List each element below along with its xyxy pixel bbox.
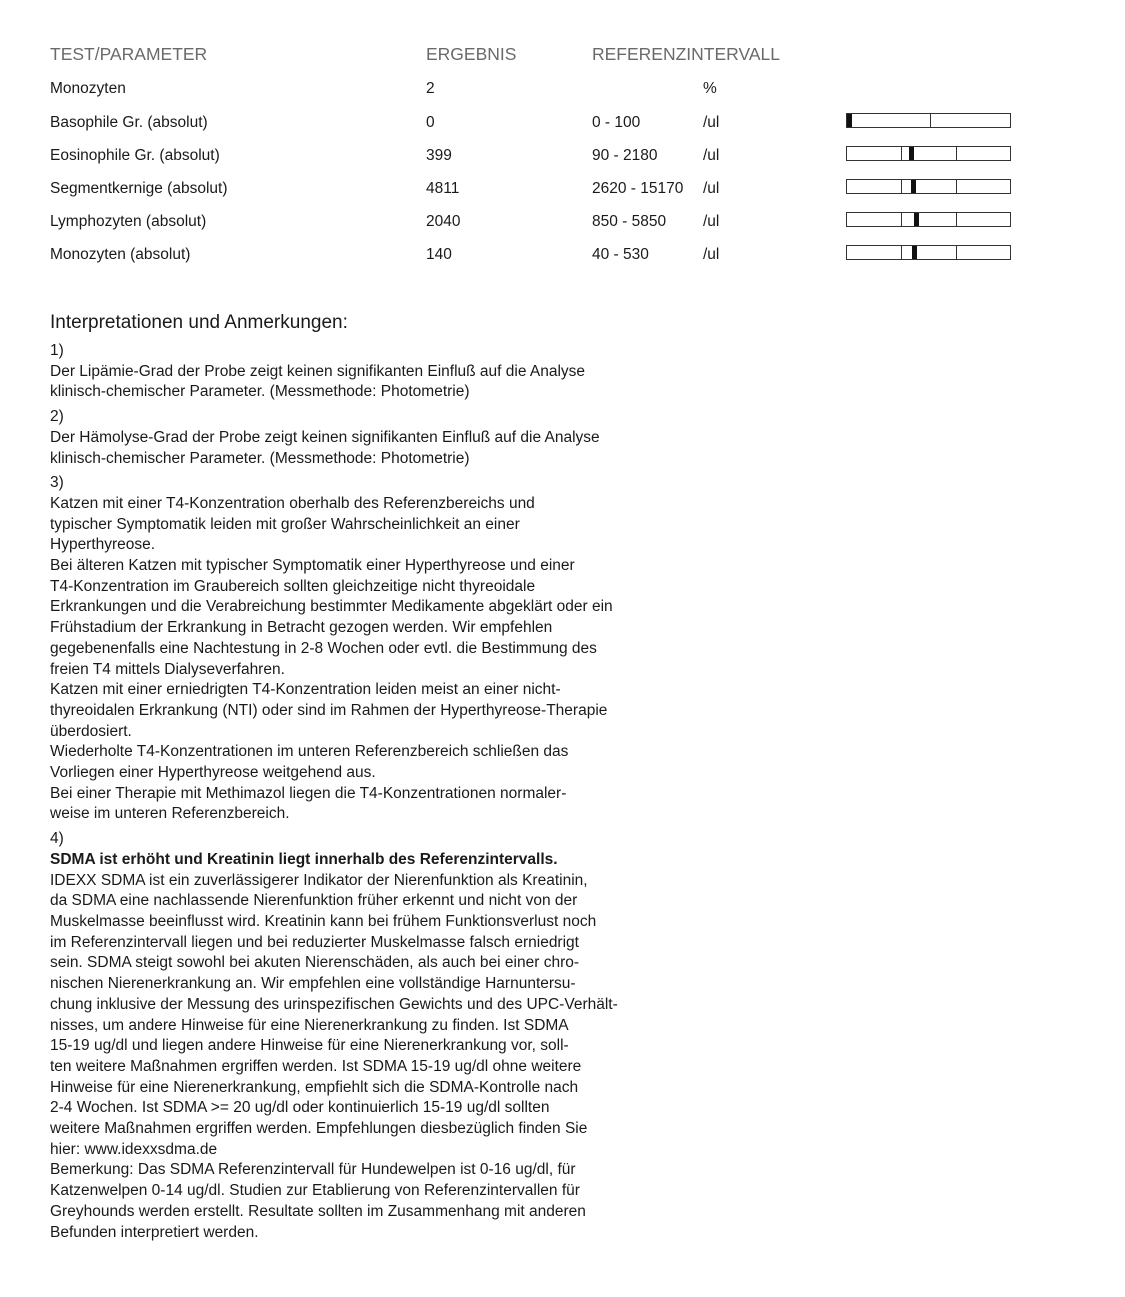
range-low-tick (901, 246, 902, 259)
reference-interval: 90 - 2180 (592, 147, 658, 164)
results-table-header (50, 44, 1050, 68)
note-text-line: Der Lipämie-Grad der Probe zeigt keinen signifikanten Einfluß auf die Analyse (50, 362, 586, 380)
note-text-line: Bemerkung: Das SDMA Referenzintervall für Hundewelpen ist 0-16 ug/dl, für (50, 1161, 576, 1179)
note-text-line: hier: www.idexxsdma.de (50, 1140, 218, 1158)
note-text-line: sein. SDMA steigt sowohl bei akuten Nierenschäden, als auch bei einer chro- (50, 954, 580, 972)
note-text-line: 2-4 Wochen. Ist SDMA >= 20 ug/dl oder kontinuierlich 15-19 ug/dl sollten (50, 1099, 550, 1117)
note-text-line: freien T4 mittels Dialyseverfahren. (50, 660, 285, 678)
table-row (50, 213, 1050, 237)
note-text-line: Vorliegen einer Hyperthyreose weitgehend aus. (50, 764, 376, 782)
range-low-tick (901, 180, 902, 193)
note-heading: SDMA ist erhöht und Kreatinin liegt innerhalb des Referenzintervalls. (50, 850, 558, 868)
header-test-parameter: TEST/PARAMETER (50, 44, 208, 64)
table-row (50, 180, 1050, 204)
note-text-line: Hinweise für eine Nierenerkrankung, empfiehlt sich die SDMA-Kontrolle nach (50, 1078, 579, 1096)
note-item (50, 407, 670, 469)
note-text-line: Katzen mit einer erniedrigten T4-Konzentration leiden meist an einer nicht- (50, 681, 561, 699)
reference-interval: 0 - 100 (592, 114, 641, 131)
table-row (50, 246, 1050, 270)
result-marker (914, 213, 919, 226)
range-low-tick (930, 114, 931, 127)
reference-range-bar (846, 146, 1011, 161)
note-text-line: da SDMA eine nachlassende Nierenfunktion früher erkennt und nicht von der (50, 892, 578, 910)
reference-interval: 2620 - 15170 (592, 180, 684, 197)
table-row (50, 80, 1050, 104)
note-text-line: ten weitere Maßnahmen ergriffen werden. Ist SDMA 15-19 ug/dl ohne weitere (50, 1057, 582, 1075)
parameter-name: Lymphozyten (absolut) (50, 213, 207, 230)
parameter-name: Eosinophile Gr. (absolut) (50, 147, 220, 164)
table-row (50, 147, 1050, 171)
unit: /ul (703, 213, 720, 230)
parameter-name: Monozyten (50, 80, 126, 97)
note-number: 3) (50, 474, 64, 492)
note-text-line: Bei älteren Katzen mit typischer Symptomatik einer Hyperthyreose und einer (50, 557, 575, 575)
range-high-tick (956, 180, 957, 193)
range-low-tick (901, 213, 902, 226)
range-high-tick (956, 246, 957, 259)
note-text-line: thyreoidalen Erkrankung (NTI) oder sind im Rahmen der Hyperthyreose-Therapie (50, 701, 608, 719)
note-text-line: weise im unteren Referenzbereich. (50, 805, 290, 823)
note-text-line: T4-Konzentration im Graubereich sollten gleichzeitige nicht thyreoidale (50, 577, 536, 595)
header-reference-interval: REFERENZINTERVALL (592, 44, 781, 64)
result-value: 0 (426, 114, 435, 131)
note-text-line: klinisch-chemischer Parameter. (Messmethode: Photometrie) (50, 383, 470, 401)
note-text-line: Befunden interpretiert werden. (50, 1223, 259, 1241)
note-number: 4) (50, 830, 64, 848)
reference-interval: 850 - 5850 (592, 213, 667, 230)
result-value: 399 (426, 147, 452, 164)
note-item (50, 473, 670, 825)
note-text-line: Katzenwelpen 0-14 ug/dl. Studien zur Etablierung von Referenzintervallen für (50, 1182, 580, 1200)
note-item (50, 829, 670, 1243)
note-text-line: Greyhounds werden erstellt. Resultate sollten im Zusammenhang mit anderen (50, 1202, 586, 1220)
note-text-line: Wiederholte T4-Konzentrationen im unteren Referenzbereich schließen das (50, 743, 569, 761)
result-value: 2040 (426, 213, 461, 230)
note-text-line: überdosiert. (50, 722, 132, 740)
note-text-line: Der Hämolyse-Grad der Probe zeigt keinen signifikanten Einfluß auf die Analyse (50, 428, 600, 446)
unit: /ul (703, 114, 720, 131)
note-text-line: chung inklusive der Messung des urinspezifischen Gewichts und des UPC-Verhält- (50, 995, 618, 1013)
note-text-line: nischen Nierenerkrankung an. Wir empfehlen eine vollständige Harnuntersu- (50, 975, 576, 993)
result-value: 2 (426, 80, 435, 97)
range-high-tick (956, 147, 957, 160)
note-text-line: 15-19 ug/dl und liegen andere Hinweise für eine Nierenerkrankung vor, soll- (50, 1037, 569, 1055)
note-text-line: typischer Symptomatik leiden mit großer Wahrscheinlichkeit an einer (50, 515, 520, 533)
unit: % (703, 80, 717, 97)
result-marker (847, 114, 852, 127)
note-text-line: klinisch-chemischer Parameter. (Messmethode: Photometrie) (50, 449, 470, 467)
interpretations-title: Interpretationen und Anmerkungen: (50, 312, 348, 333)
reference-range-bar (846, 245, 1011, 260)
note-text-line: Bei einer Therapie mit Methimazol liegen die T4-Konzentrationen normaler- (50, 784, 567, 802)
note-text-line: im Referenzintervall liegen und bei reduzierter Muskelmasse falsch erniedrigt (50, 933, 579, 951)
note-text-line: Hyperthyreose. (50, 536, 156, 554)
note-text-line: Frühstadium der Erkrankung in Betracht gezogen werden. Wir empfehlen (50, 619, 553, 637)
result-marker (909, 147, 914, 160)
note-text-line: weitere Maßnahmen ergriffen werden. Empfehlungen diesbezüglich finden Sie (50, 1120, 588, 1138)
table-row (50, 114, 1050, 138)
note-number: 1) (50, 342, 64, 359)
result-value: 4811 (426, 180, 460, 197)
parameter-name: Segmentkernige (absolut) (50, 180, 228, 197)
unit: /ul (703, 147, 720, 164)
range-high-tick (956, 213, 957, 226)
parameter-name: Basophile Gr. (absolut) (50, 114, 208, 131)
parameter-name: Monozyten (absolut) (50, 246, 191, 263)
header-result: ERGEBNIS (426, 44, 517, 64)
result-marker (912, 246, 917, 259)
note-item (50, 341, 670, 403)
range-low-tick (901, 147, 902, 160)
note-text-line: Erkrankungen und die Verabreichung bestimmter Medikamente abgeklärt oder ein (50, 598, 613, 616)
reference-range-bar (846, 179, 1011, 194)
reference-interval: 40 - 530 (592, 246, 649, 263)
note-text-line: Muskelmasse beeinflusst wird. Kreatinin kann bei frühem Funktionsverlust noch (50, 912, 597, 930)
result-value: 140 (426, 246, 452, 263)
unit: /ul (703, 246, 720, 263)
result-marker (911, 180, 916, 193)
note-number: 2) (50, 408, 64, 426)
note-text-line: gegebenenfalls eine Nachtestung in 2-8 Wochen oder evtl. die Bestimmung des (50, 639, 597, 657)
interpretations-notes (50, 341, 670, 1247)
note-text-line: IDEXX SDMA ist ein zuverlässigerer Indikator der Nierenfunktion als Kreatinin, (50, 871, 588, 889)
note-text-line: Katzen mit einer T4-Konzentration oberhalb des Referenzbereichs und (50, 494, 535, 512)
reference-range-bar (846, 212, 1011, 227)
note-text-line: nisses, um andere Hinweise für eine Nierenerkrankung zu finden. Ist SDMA (50, 1016, 569, 1034)
unit: /ul (703, 180, 720, 197)
reference-range-bar (846, 113, 1011, 128)
